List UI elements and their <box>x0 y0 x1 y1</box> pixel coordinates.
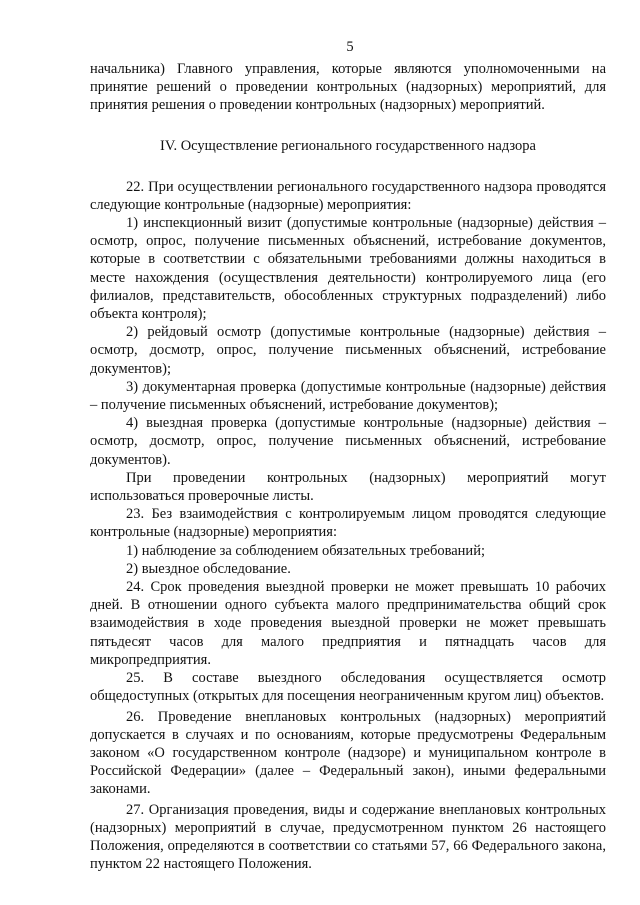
section-heading: IV. Осуществление регионального государственного надзора <box>160 137 536 154</box>
page-number: 5 <box>346 39 354 55</box>
list-item-23-1: 1) наблюдение за соблюдением обязательных требований; <box>126 542 485 559</box>
list-item-23-2: 2) выездное обследование. <box>126 560 291 577</box>
paragraph-23: 23. Без взаимодействия с контролируемым лицом проводятся следующие контрольные (надзорные) мероприятия: <box>90 506 606 541</box>
list-item-22-2: 2) рейдовый осмотр (допустимые контрольные (надзорные) действия – осмотр, досмотр, опрос, получение письменных объяснений, истребование документов); <box>90 324 606 377</box>
list-item-22-4: 4) выездная проверка (допустимые контрольные (надзорные) действия – осмотр, досмотр, опрос, получение письменных объяснений, истребование документов). <box>90 415 606 468</box>
paragraph-24: 24. Срок проведения выездной проверки не может превышать 10 рабочих дней. В отношении одного субъекта малого предпринимательства общий срок взаимодействия в ходе проведения выездной проверки не может превышать пятьдесят часов для малого предприятия и пятнадцать часов для микропредприятия. <box>90 579 606 668</box>
list-item-22-3: 3) документарная проверка (допустимые контрольные (надзорные) действия – получение письменных объяснений, истребование документов); <box>90 378 606 414</box>
list-item-22-1: 1) инспекционный визит (допустимые контрольные (надзорные) действия – осмотр, опрос, получение письменных объяснений, истребование документов, которые в соответствии с обязательными требованиями должны находиться в месте нахождения (осуществления деятельности) контролируемого лица (его филиалов, представительств, обособленных структурных подразделений) либо объекта контроля); <box>90 215 606 323</box>
paragraph-26: 26. Проведение внеплановых контрольных (надзорных) мероприятий допускается в случаях и по основаниям, которые предусмотрены Федеральным законом «О государственном контроле (надзоре) и муниципальном контроле в Российской Федерации» (далее – Федеральный закон), иными федеральными законами. <box>90 708 606 798</box>
checklists-paragraph: При проведении контрольных (надзорных) мероприятий могут использоваться проверочные листы. <box>90 469 606 505</box>
intro-paragraph: начальника) Главного управления, которые являются уполномоченными на принятие решений о проведении контрольных (надзорных) мероприятий, для принятия решения о проведении контрольных (надзорных) мероприятий. <box>90 61 606 114</box>
paragraph-22: 22. При осуществлении регионального государственного надзора проводятся следующие контрольные (надзорные) мероприятия: <box>90 178 606 213</box>
paragraph-25: 25. В составе выездного обследования осуществляется осмотр общедоступных (открытых для посещения неограниченным кругом лиц) объектов. <box>90 670 606 705</box>
paragraph-27: 27. Организация проведения, виды и содержание внеплановых контрольных (надзорных) мероприятий в случае, предусмотренном пунктом 26 настоящего Положения, определяются в соответствии со статьями 57, 66 Федерального закона, пунктом 22 настоящего Положения. <box>90 801 606 873</box>
